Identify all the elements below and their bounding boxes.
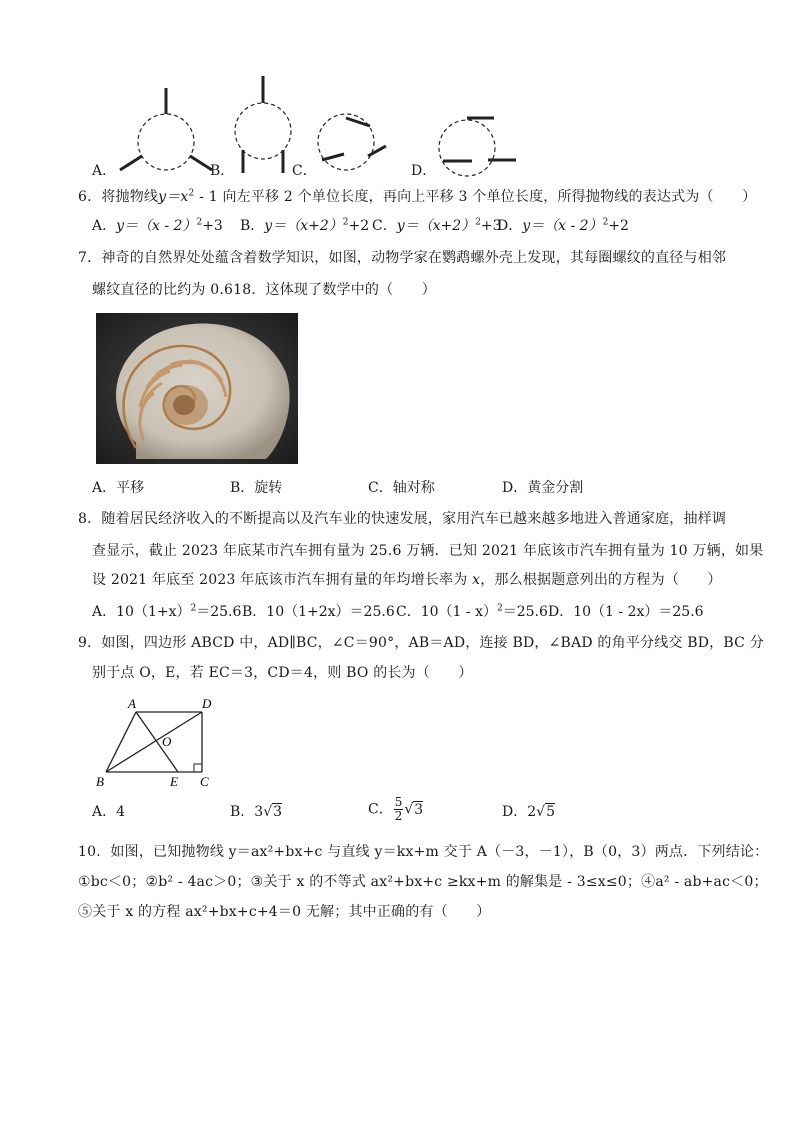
q8-option-b[interactable]: B．10（1+2x）＝25.6 [242,604,395,620]
q5-option-d[interactable]: D． [411,163,437,179]
q10-stem-line3: ⑤关于 x 的方程 ax²+bx+c+4＝0 无解；其中正确的有（ ） [78,904,491,920]
q9-option-d[interactable]: D．2√5 [502,804,555,820]
q6-option-b[interactable]: B．$y=(x+2)^2+2$ [240,217,370,234]
q7-option-b[interactable]: B．旋转 [230,480,283,496]
q6-number: 6． [78,189,102,205]
q5-option-a[interactable]: A． [92,163,117,179]
q7-option-d[interactable]: D．黄金分割 [502,480,584,496]
q6-option-c[interactable]: C．$y=(x+2)^2+3$ [372,217,502,234]
q6-stem: 6．将抛物线$y=x^2 - 1$ 向左平移 2 个单位长度，再向上平移 3 个单位长度，所得抛物线的表达式为（ ） [78,188,757,205]
circled-number: ② [145,874,159,890]
q8-option-c[interactable]: C．10（1 - x）$^2$＝25.6 [396,603,548,620]
q7-stem-line2: 螺纹直径的比约为 0.618．这体现了数学中的（ ） [92,282,436,298]
q8-stem-line1: 8．随着居民经济收入的不断提高以及汽车业的快速发展，家用汽车已越来越多地进入普通家庭，抽样调 [78,511,727,527]
q9-number: 9． [78,635,102,651]
figure-b [235,76,291,173]
q9-stem-line2: 别于点 O，E，若 EC＝3，CD＝4，则 BO 的长为（ ） [92,665,473,681]
figure-c [318,114,386,170]
q8-option-a[interactable]: A．$10(1+x)^2=25.6$ [92,603,242,620]
label-c: C [200,774,209,789]
q7-option-c[interactable]: C．轴对称 [368,480,435,496]
q8-option-d[interactable]: D．10（1 - 2x）＝25.6 [548,604,704,620]
q8-number: 8． [78,511,102,527]
label-e: E [170,774,178,789]
circled-number: ⑤ [78,904,93,920]
q9-stem-line1: 9．如图，四边形 ABCD 中，AD∥BC，∠C＝90°，AB＝AD，连接 BD，∠BAD 的角平分线交 BD，BC 分 [78,635,764,651]
fraction-5-2: $\frac{5}{2}$ [394,795,403,823]
q10-statement: a² - ab+ac＜0； [655,874,768,890]
q10-stem-line2 [78,872,768,892]
q6-option-d[interactable]: D．y＝（x - 2）$^2$+2 [497,217,629,234]
circled-number: ① [78,874,91,890]
q7-option-a[interactable]: A．平移 [92,480,145,496]
q6-option-a[interactable]: A．y＝（x - 2）$^2$+3 [92,217,223,234]
circled-number: ③ [250,874,264,890]
q10-statement: 关于 x 的不等式 ax²+bx+c ≥kx+m 的解集是 - 3≤x≤0； [263,874,642,890]
nautilus-shell-image [96,313,298,464]
q7-number: 7． [78,250,102,266]
q9-option-c[interactable]: C． $\frac{5}{2}$ √3 [368,795,424,823]
q8-stem-line3: 设 2021 年底至 2023 年底该市汽车拥有量的年均增长率为 x，那么根据题意列出的方程为（ ） [92,572,722,588]
q10-statement: b² - 4ac＞0； [158,874,251,890]
label-b: B [96,774,104,789]
label-d: D [202,696,212,711]
q5-option-b[interactable]: B． [210,163,235,179]
q9-quadrilateral-figure [92,694,222,790]
q7-stem-line1: 7．神奇的自然界处处蕴含着数学知识，如图，动物学家在鹦鹉螺外壳上发现，其每圈螺纹的直径与相邻 [78,250,727,266]
q9-option-b[interactable]: B．3√3 [230,804,283,820]
label-a: A [128,696,136,711]
q10-statement: bc＜0； [90,874,146,890]
q9-option-a[interactable]: A．4 [92,804,126,820]
q10-number: 10． [78,844,111,860]
q8-stem-line2: 查显示，截止 2023 年底某市汽车拥有量为 25.6 万辆．已知 2021 年底该市汽车拥有量为 10 万辆，如果 [92,543,764,559]
q5-option-c[interactable]: C． [292,163,317,179]
label-o: O [162,734,172,749]
figure-d [439,118,516,176]
q10-stem-line1: 10．如图，已知抛物线 y＝ax²+bx+c 与直线 y＝kx+m 交于 A（－3，－1），B（0，3）两点．下列结论： [78,844,769,860]
figure-a [120,88,212,170]
circled-number: ④ [641,874,656,890]
